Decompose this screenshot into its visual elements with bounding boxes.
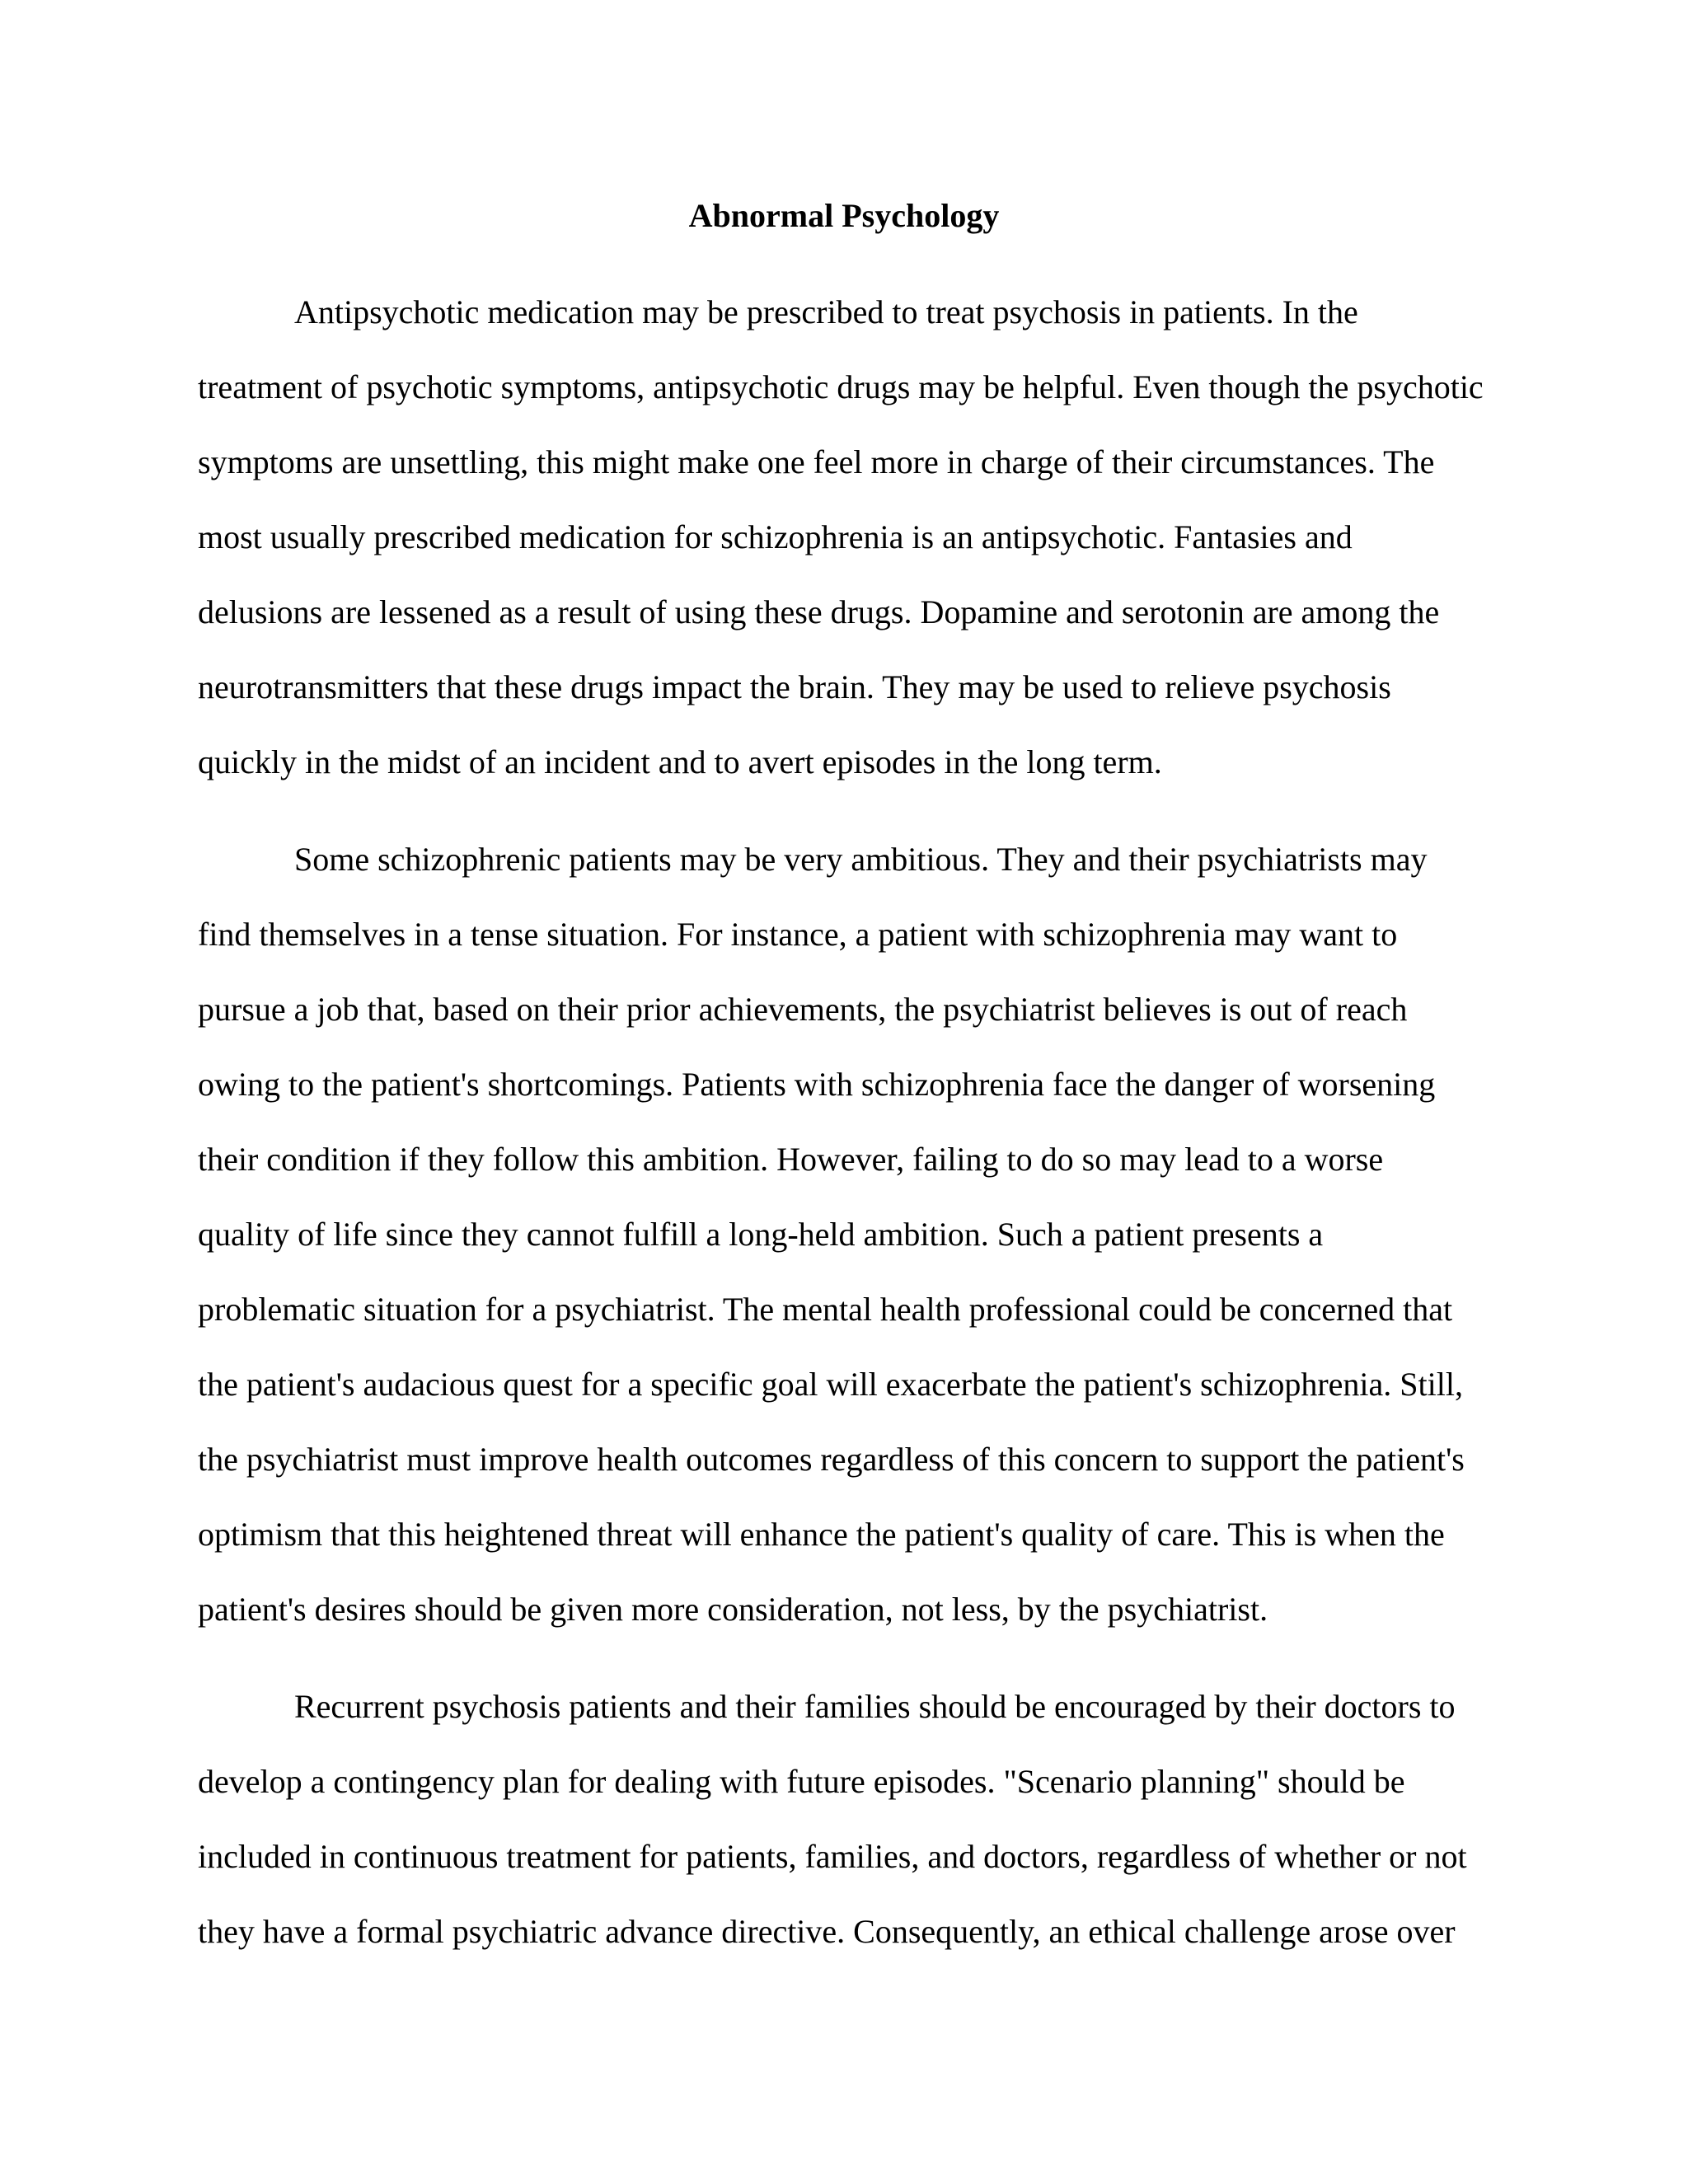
paragraph-line: pursue a job that, based on their prior achievements, the psychiatrist believes is out of reach (198, 991, 1408, 1028)
paragraph-line: most usually prescribed medication for schizophrenia is an antipsychotic. Fantasies and (198, 518, 1353, 555)
paragraph-line: patient's desires should be given more consideration, not less, by the psychiatrist. (198, 1591, 1268, 1628)
paragraph-line: neurotransmitters that these drugs impact the brain. They may be used to relieve psychosis (198, 668, 1391, 705)
paragraph-line: included in continuous treatment for patients, families, and doctors, regardless of whether or not (198, 1838, 1467, 1875)
paragraph-line: optimism that this heightened threat will enhance the patient's quality of care. This is when the (198, 1516, 1445, 1553)
paragraph-line: the patient's audacious quest for a specific goal will exacerbate the patient's schizophrenia. Still, (198, 1366, 1463, 1403)
paragraph-line: quality of life since they cannot fulfill a long-held ambition. Such a patient presents a (198, 1216, 1324, 1253)
paragraph-line: problematic situation for a psychiatrist. The mental health professional could be concerned that (198, 1291, 1453, 1328)
paragraph-line: delusions are lessened as a result of using these drugs. Dopamine and serotonin are among the (198, 593, 1440, 630)
paragraph-line: symptoms are unsettling, this might make one feel more in charge of their circumstances. The (198, 443, 1435, 480)
paragraph-line: owing to the patient's shortcomings. Patients with schizophrenia face the danger of worsening (198, 1066, 1436, 1103)
paragraph-line: Recurrent psychosis patients and their families should be encouraged by their doctors to (294, 1688, 1456, 1725)
paragraph-line: the psychiatrist must improve health outcomes regardless of this concern to support the patient's (198, 1441, 1465, 1478)
paragraph-line: Antipsychotic medication may be prescribed to treat psychosis in patients. In the (294, 293, 1358, 330)
paragraph-line: quickly in the midst of an incident and to avert episodes in the long term. (198, 743, 1162, 780)
document-title: Abnormal Psychology (688, 197, 1000, 234)
paragraph-line: develop a contingency plan for dealing with future episodes. "Scenario planning" should be (198, 1763, 1405, 1800)
paragraph-line: Some schizophrenic patients may be very ambitious. They and their psychiatrists may (294, 841, 1428, 878)
paragraph-line: their condition if they follow this ambition. However, failing to do so may lead to a worse (198, 1141, 1384, 1178)
paragraph-line: they have a formal psychiatric advance directive. Consequently, an ethical challenge arose over (198, 1913, 1456, 1950)
paragraph-line: treatment of psychotic symptoms, antipsychotic drugs may be helpful. Even though the psychotic (198, 368, 1484, 405)
paragraph-line: find themselves in a tense situation. For instance, a patient with schizophrenia may want to (198, 916, 1398, 953)
